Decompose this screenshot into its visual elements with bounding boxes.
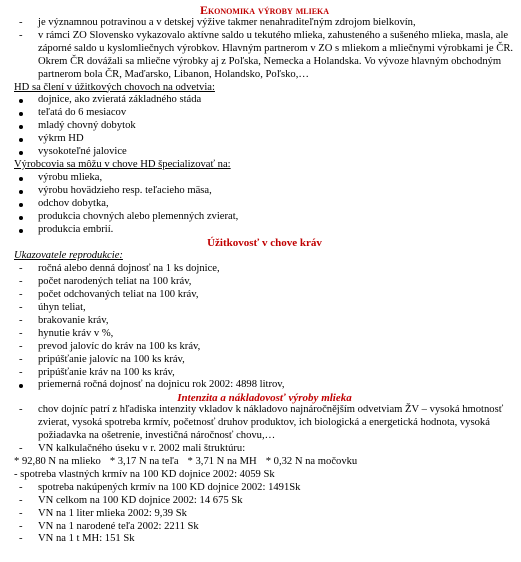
structure-item: * 92,80 N na mlieko	[14, 456, 101, 467]
cost-list	[14, 482, 515, 547]
structure-item: * 3,71 N na MH	[187, 456, 257, 467]
list-item: odchov dobytka,	[14, 198, 515, 211]
list-item: produkcia chovných alebo plemenných zvierat,	[14, 211, 515, 224]
list-item: výrobu mlieka,	[14, 172, 515, 185]
list-item: - počet odchovaných teliat na 100 kráv,	[19, 289, 199, 301]
list-item: - v rámci ZO Slovensko vykazovalo aktívne saldo u tekutého mlieka, zahusteného a sušeného mlieka, masla, ale záporné saldo u kyslomliečnych výrobkov. Hlavným partnerom v ZO s mliekom a mliečnymi výrobkami je ČR. Okrem ČR dovážali sa mliečne výrobky aj z Poľska, Nemecka a Holandska. Vo vývoze hlavným obchodným partnerom bola ČR, Maďarsko, Libanon, Holandsko, Poľsko,…	[19, 29, 514, 80]
list-item: vysokoteľné jalovice	[14, 146, 515, 159]
list-item: - pripúšťanie kráv na 100 ks kráv,	[19, 366, 175, 378]
structure-item: * 3,17 N na teľa	[109, 456, 179, 467]
list-item: - úhyn teliat,	[19, 302, 86, 314]
list-item-text: v rámci ZO Slovensko vykazovalo aktívne saldo u tekutého mlieka, zahusteného a sušeného mlieka, masla, ale záporné saldo u kyslomliečnych výrobkov. Hlavným partnerom v ZO s mliekom a mliečnymi výrobkami je ČR. Okrem ČR dovážali sa mliečne výrobky aj z Poľska, Nemecka a Holandska. Vo vývoze hlavným obchodným partnerom bola ČR, Maďarsko, Libanon, Holandsko, Poľsko,…	[38, 29, 514, 80]
producers-heading: Výrobcovia sa môžu v chove HD špecializovať na:	[14, 158, 231, 170]
list-item: - pripúšťanie jalovíc na 100 ks kráv,	[19, 353, 185, 365]
list-item: dojnice, ako zvieratá základného stáda	[14, 94, 515, 107]
hd-heading: HD sa člení v úžitkových chovoch na odvetvia:	[14, 81, 215, 93]
section-title: Úžitkovosť v chove kráv	[207, 237, 322, 250]
list-item: teľatá do 6 mesiacov	[14, 107, 515, 120]
list-item: - brakovanie kráv,	[19, 314, 109, 326]
list-item: - je významnou potravinou a v detskej výžive takmer nenahraditeľným zdrojom bielkovín,	[19, 17, 416, 28]
list-item: - hynutie kráv v %,	[19, 327, 114, 339]
list-item: - VN na 1 t MH: 151 Sk	[19, 533, 135, 545]
list-item: priemerná ročná dojnosť na dojnicu rok 2002: 4898 litrov,	[14, 379, 515, 392]
list-item-text: je významnou potravinou a v detskej výžive takmer nenahraditeľným zdrojom bielkovín,	[38, 17, 416, 28]
list-item: - VN na 1 narodené teľa 2002: 2211 Sk	[19, 520, 199, 532]
list-item: mladý chovný dobytok	[14, 120, 515, 133]
list-item: - VN kalkulačného úseku v r. 2002 mali štruktúru:	[19, 443, 246, 455]
list-item: produkcia embrií.	[14, 224, 515, 237]
indicators-heading: Ukazovatele reprodukcie:	[14, 250, 123, 262]
list-item: - počet narodených teliat na 100 kráv,	[19, 276, 192, 288]
list-item: výkrm HD	[14, 133, 515, 146]
list-item: - VN na 1 liter mlieka 2002: 9,39 Sk	[19, 507, 187, 519]
producers-list	[14, 172, 515, 237]
list-item: - prevod jalovíc do kráv na 100 ks kráv,	[19, 340, 201, 352]
hd-list	[14, 94, 515, 159]
document-title: Ekonomika výroby mlieka	[199, 3, 330, 17]
list-item: výrobu hovädzieho resp. teľacieho mäsa,	[14, 185, 515, 198]
intensity-list	[14, 404, 515, 456]
list-item: - chov dojníc patrí z hľadiska intenzity vkladov k nákladovo najnáročnějším odvetviam ŽV – vysoká hmotnosť zvierat, vysoká spotreba krmív, početnosť druhov produktov, ich biologická a energetická hodnota, vysoká požiadavka na ošetrenie, investičná náročnosť chovu,…	[19, 404, 504, 442]
feed-line: - spotreba vlastných krmív na 100 KD dojnice 2002: 4059 Sk	[14, 468, 275, 480]
list-item: - spotreba nakúpených krmív na 100 KD dojnice 2002: 1491Sk	[19, 481, 301, 493]
indicators-list	[14, 263, 515, 392]
structure-item: * 0,32 N na močovku	[265, 456, 358, 467]
cost-structure-row	[14, 456, 515, 469]
section-title: Intenzita a nákladovosť výroby mlieka	[177, 392, 352, 405]
intro-list	[14, 17, 515, 82]
list-item: - ročná alebo denná dojnosť na 1 ks dojnice,	[19, 263, 220, 275]
list-item: - VN celkom na 100 KD dojnice 2002: 14 675 Sk	[19, 494, 243, 506]
